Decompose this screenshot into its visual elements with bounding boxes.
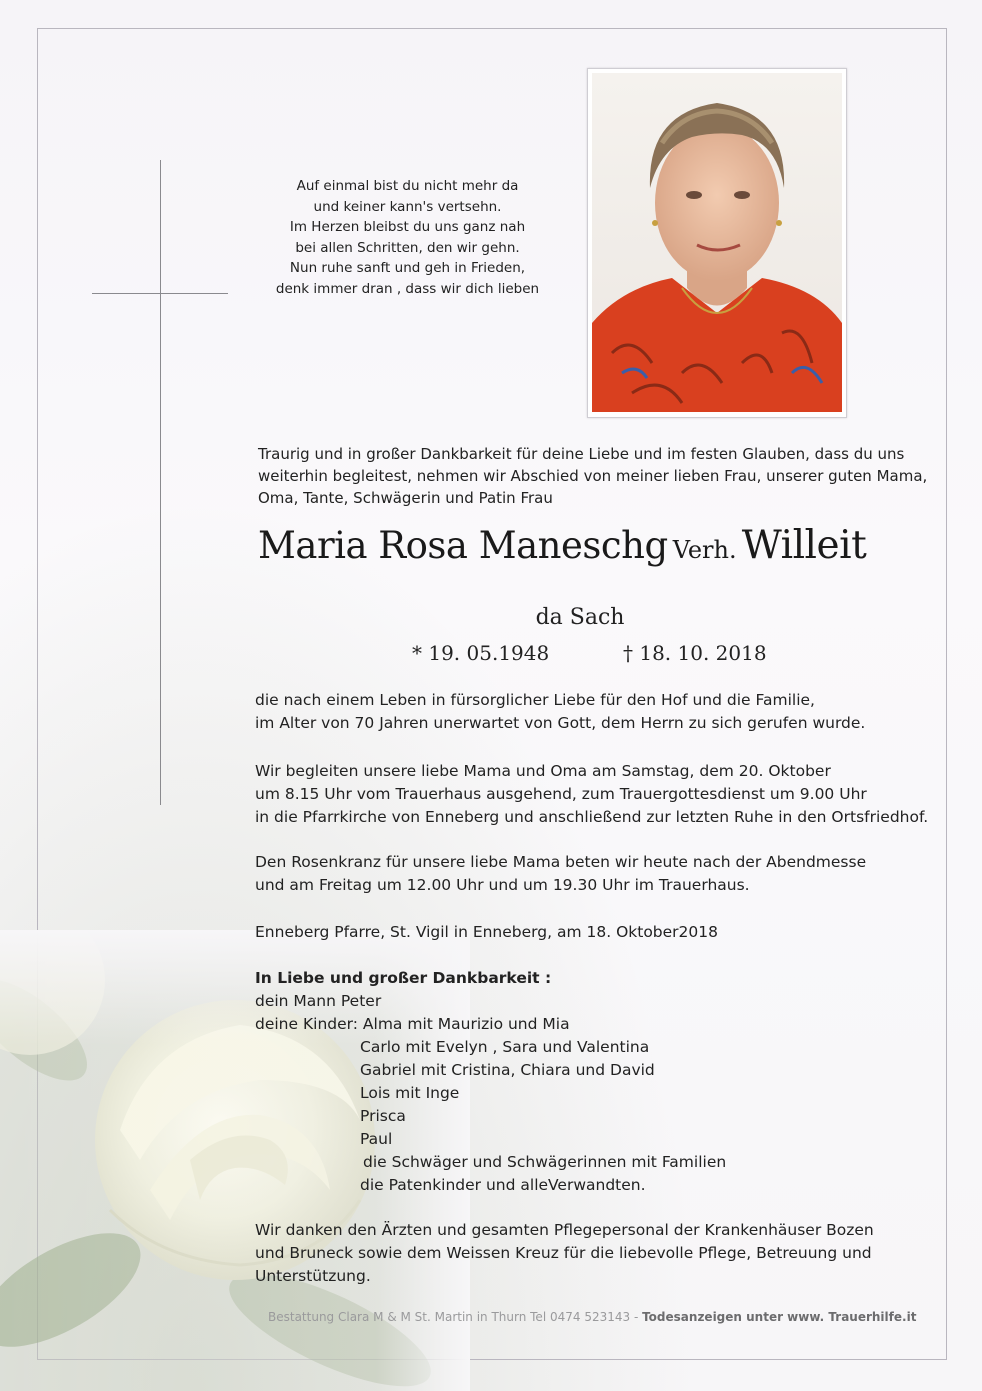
mourner-line: Gabriel mit Cristina, Chiara und David [360,1061,655,1079]
text-line: Wir begleiten unsere liebe Mama und Oma am Samstag, dem 20. Oktober [255,762,831,780]
mourner-line: Prisca [360,1107,406,1125]
married-prefix: Verh. [672,536,737,564]
text-line: und Bruneck sowie dem Weissen Kreuz für die liebevolle Pflege, Betreuung und [255,1244,872,1262]
paragraph-funeral [255,760,955,829]
cross-vertical-bar [160,160,161,805]
poem [250,176,565,299]
place-date [255,921,955,944]
first-name: Maria Rosa Maneschg [258,524,668,567]
mourner-line: die Schwäger und Schwägerinnen mit Familien [363,1153,727,1171]
mourner-line: Paul [360,1130,393,1148]
intro-line: weiterhin begleitest, nehmen wir Abschied von meiner lieben Frau, unserer guten Mama, [258,467,928,485]
birth-date: * 19. 05.1948 [412,641,550,665]
poem-line: bei allen Schritten, den wir gehn. [295,239,520,256]
text-line: Enneberg Pfarre, St. Vigil in Enneberg, am 18. Oktober2018 [255,923,718,941]
text-line: die nach einem Leben in fürsorglicher Liebe für den Hof und die Familie, [255,691,815,709]
paragraph-passing [255,689,955,735]
intro-line: Oma, Tante, Schwägerin und Patin Frau [258,489,553,507]
text-line: und am Freitag um 12.00 Uhr und um 19.30 Uhr im Trauerhaus. [255,876,750,894]
poem-line: Nun ruhe sanft und geh in Frieden, [289,260,526,276]
deceased-name [258,523,938,568]
poem-line: und keiner kann's vertsehn. [313,198,502,215]
child-name: Alma mit Maurizio und Mia [362,1015,570,1033]
text-line: Den Rosenkranz für unsere liebe Mama beten wir heute nach der Abendmesse [255,853,867,871]
mourners-heading: In Liebe und großer Dankbarkeit : [255,969,552,987]
portrait-photo [592,73,842,412]
text-line: im Alter von 70 Jahren unerwartet von Gott, dem Herrn zu sich gerufen wurde. [255,714,866,732]
website-info: Todesanzeigen unter www. Trauerhilfe.it [642,1310,917,1324]
mourner-line [255,1013,955,1036]
text-line: Wir danken den Ärzten und gesamten Pflegepersonal der Krankenhäuser Bozen [255,1221,874,1239]
poem-line: Auf einmal bist du nicht mehr da [296,178,519,194]
children-label: deine Kinder: [255,1015,358,1033]
intro-line: Traurig und in großer Dankbarkeit für deine Liebe und im festen Glauben, dass du uns [258,445,905,463]
text-line: um 8.15 Uhr vom Trauerhaus ausgehend, zum Trauergottesdienst um 9.00 Uhr [255,785,867,803]
cross-horizontal-bar [92,293,228,294]
mourners-list [255,967,955,1197]
funeral-home-info: Bestattung Clara M & M St. Martin in Thurn Tel 0474 523143 - [268,1310,643,1324]
mourner-line: dein Mann Peter [255,992,382,1010]
poem-line: denk immer dran , dass wir dich lieben [275,280,540,297]
married-name: Willeit [741,523,867,568]
house-name: da Sach [535,605,625,630]
mourner-line: Lois mit Inge [360,1084,460,1102]
poem-line: Im Herzen bleibst du uns ganz nah [289,219,526,235]
intro-text [258,443,938,509]
mourner-line: die Patenkinder und alleVerwandten. [360,1176,646,1194]
footer [268,1310,928,1324]
text-line: in die Pfarrkirche von Enneberg und anschließend zur letzten Ruhe in den Ortsfriedhof. [255,808,929,826]
paragraph-rosary [255,851,955,897]
mourner-line: Carlo mit Evelyn , Sara und Valentina [360,1038,650,1056]
death-date: † 18. 10. 2018 [623,641,767,665]
thanks-paragraph [255,1219,955,1288]
text-line: Unterstützung. [255,1267,371,1285]
